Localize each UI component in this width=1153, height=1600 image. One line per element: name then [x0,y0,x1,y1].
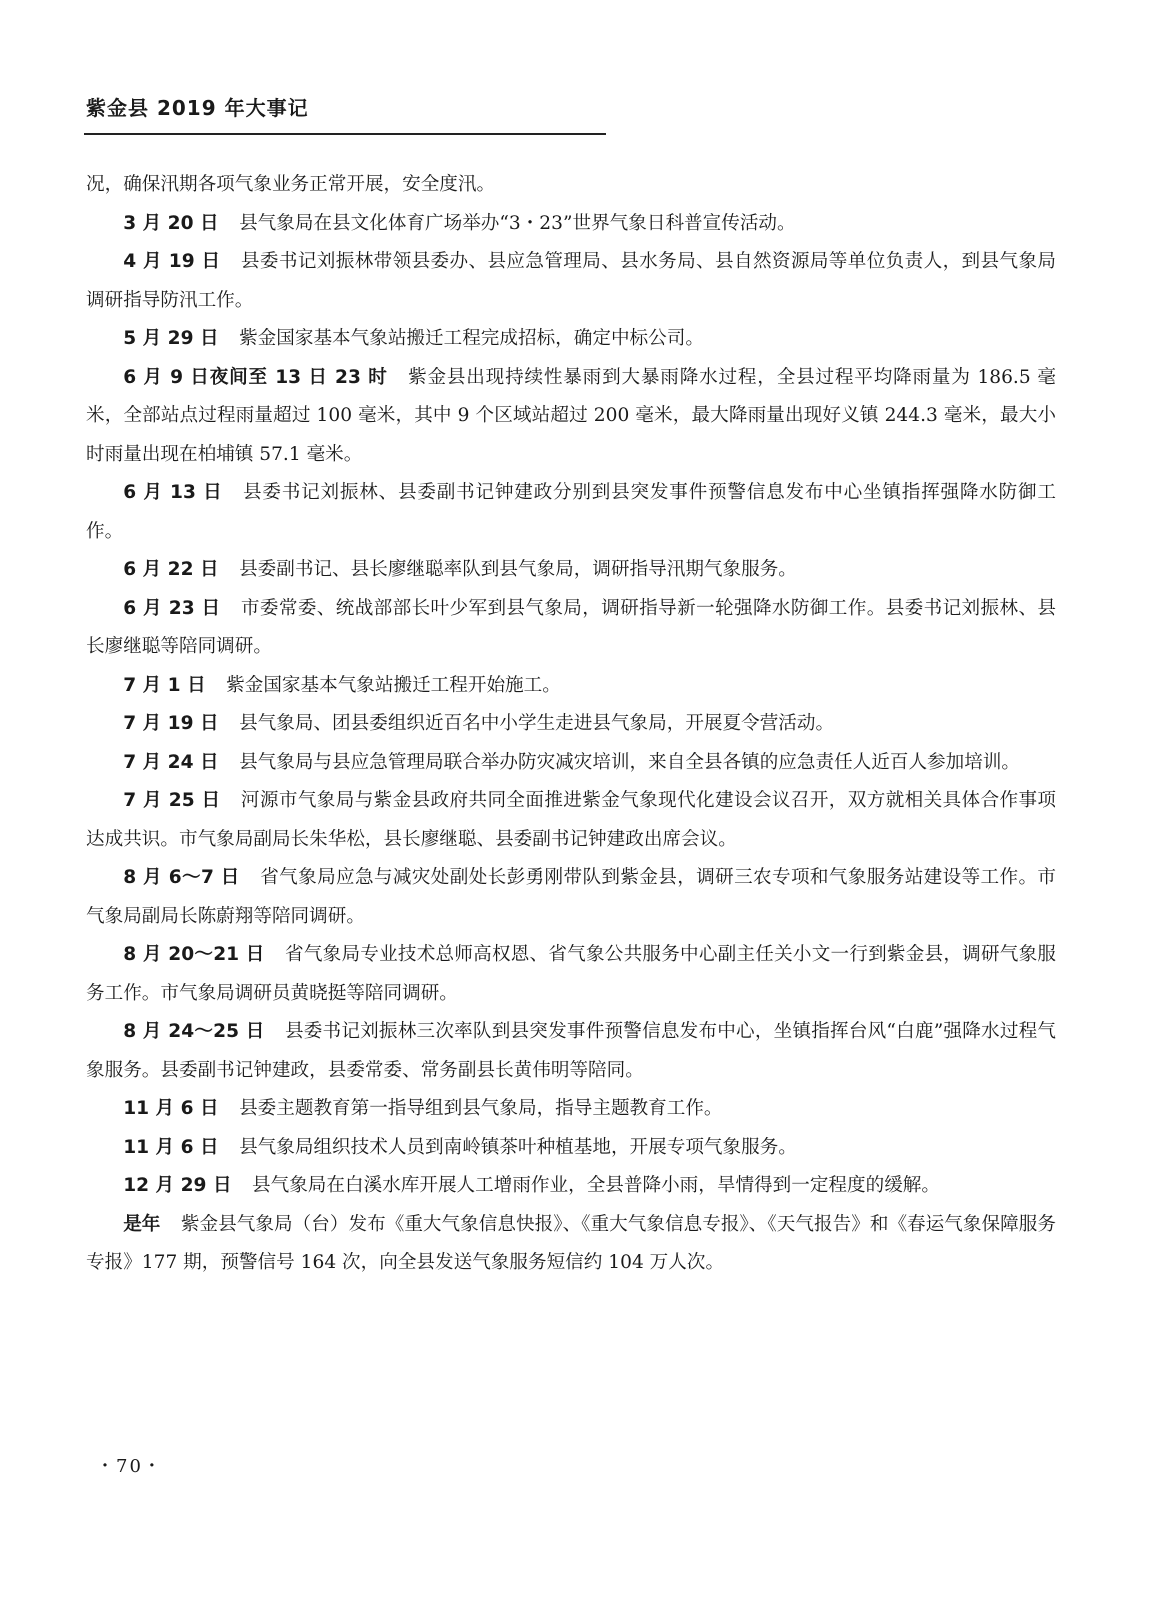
entry-text: 紫金国家基本气象站搬迁工程完成招标，确定中标公司。 [239,328,704,349]
chronicle-entry [86,205,1056,244]
entry-date: 7 月 25 日 [123,790,221,811]
entry-text: 县委书记刘振林带领县委办、县应急管理局、县水务局、县自然资源局等单位负责人，到县气象局调研指导防汛工作。 [86,251,1056,311]
entry-text: 紫金国家基本气象站搬迁工程开始施工。 [226,674,561,696]
entry-date: 8 月 20～21 日 [123,944,265,965]
entry-date: 7 月 24 日 [123,751,219,773]
entry-date: 8 月 6～7 日 [123,867,240,888]
chronicle-entry [86,705,1056,744]
entry-text: 县委主题教育第一指导组到县气象局，指导主题教育工作。 [239,1098,723,1119]
entry-date: 11 月 6 日 [123,1098,219,1119]
entry-date: 3 月 20 日 [123,212,219,234]
entry-date: 4 月 19 日 [123,251,221,272]
entry-date: 6 月 9 日夜间至 13 日 23 时 [123,366,388,388]
entry-date: 6 月 13 日 [123,482,223,503]
entry-date: 5 月 29 日 [123,328,219,349]
chronicle-entry [86,1167,1056,1206]
entry-text: 紫金县气象局（台）发布《重大气象信息快报》、《重大气象信息专报》、《天气报告》和《春运气象保障服务专报》177 期，预警信号 164 次，向全县发送气象服务短信约 104 万人次。 [86,1213,1056,1273]
entry-date: 6 月 22 日 [123,559,219,580]
entry-date: 12 月 29 日 [123,1175,232,1196]
entry-date: 8 月 24～25 日 [123,1021,265,1042]
entry-text: 县气象局在白溪水库开展人工增雨作业，全县普降小雨，旱情得到一定程度的缓解。 [252,1175,940,1196]
entry-text: 县委书记刘振林、县委副书记钟建政分别到县突发事件预警信息发布中心坐镇指挥强降水防御工作。 [86,482,1056,542]
chronicle-entry [86,590,1056,667]
entry-text: 省气象局专业技术总师高权恩、省气象公共服务中心副主任关小文一行到紫金县，调研气象服务工作。市气象局调研员黄晓挺等陪同调研。 [86,944,1056,1004]
entry-date: 是年 [123,1213,161,1235]
page-body [86,166,1056,1283]
header-rule [84,133,606,135]
entry-text: 县气象局组织技术人员到南岭镇茶叶种植基地，开展专项气象服务。 [239,1136,797,1158]
entry-text: 县委书记刘振林三次率队到县突发事件预警信息发布中心，坐镇指挥台风“白鹿”强降水过程气象服务。县委副书记钟建政，县委常委、常务副县长黄伟明等陪同。 [86,1021,1057,1081]
chronicle-entry [86,1090,1056,1129]
entry-text: 紫金县出现持续性暴雨到大暴雨降水过程，全县过程平均降雨量为 186.5 毫米，全部站点过程雨量超过 100 毫米，其中 9 个区域站超过 200 毫米，最大降雨量出现好义镇 244.3 毫米，最大小时雨量出现在柏埔镇 57.1 毫米。 [86,366,1056,465]
running-header: 紫金县 2019 年大事记 [86,96,309,120]
entry-text: 河源市气象局与紫金县政府共同全面推进紫金气象现代化建设会议召开，双方就相关具体合作事项达成共识。市气象局副局长朱华松，县长廖继聪、县委副书记钟建政出席会议。 [86,790,1056,850]
chronicle-entry [86,243,1056,320]
chronicle-entry [86,320,1056,359]
chronicle-entry [86,936,1056,1013]
entry-text: 市委常委、统战部部长叶少军到县气象局，调研指导新一轮强降水防御工作。县委书记刘振林、县长廖继聪等陪同调研。 [86,597,1056,657]
entry-text: 县委副书记、县长廖继聪率队到县气象局，调研指导汛期气象服务。 [239,559,797,580]
page-number: ・70・ [96,1456,163,1477]
chronicle-entry [86,744,1056,783]
chronicle-entry [86,1013,1056,1090]
entry-text: 县气象局在县文化体育广场举办“3・23”世界气象日科普宣传活动。 [239,212,796,234]
chronicle-entry [86,551,1056,590]
entry-date: 7 月 19 日 [123,713,219,734]
chronicle-entry [86,359,1056,475]
entry-text: 县气象局与县应急管理局联合举办防灾减灾培训，来自全县各镇的应急责任人近百人参加培训。 [239,751,1021,773]
entry-date: 11 月 6 日 [123,1136,219,1158]
entry-text: 县气象局、团县委组织近百名中小学生走进县气象局，开展夏令营活动。 [239,713,835,734]
chronicle-entry-year-summary [86,1206,1056,1283]
entry-date: 6 月 23 日 [123,597,221,619]
entry-date: 7 月 1 日 [123,674,206,696]
chronicle-entry [86,667,1056,706]
chronicle-entry [86,1129,1056,1168]
intro-paragraph: 况，确保汛期各项气象业务正常开展，安全度汛。 [86,174,496,195]
entry-text: 省气象局应急与减灾处副处长彭勇刚带队到紫金县，调研三农专项和气象服务站建设等工作。市气象局副局长陈蔚翔等陪同调研。 [86,867,1056,927]
chronicle-entry [86,859,1056,936]
chronicle-entry [86,474,1056,551]
chronicle-entry [86,782,1056,859]
